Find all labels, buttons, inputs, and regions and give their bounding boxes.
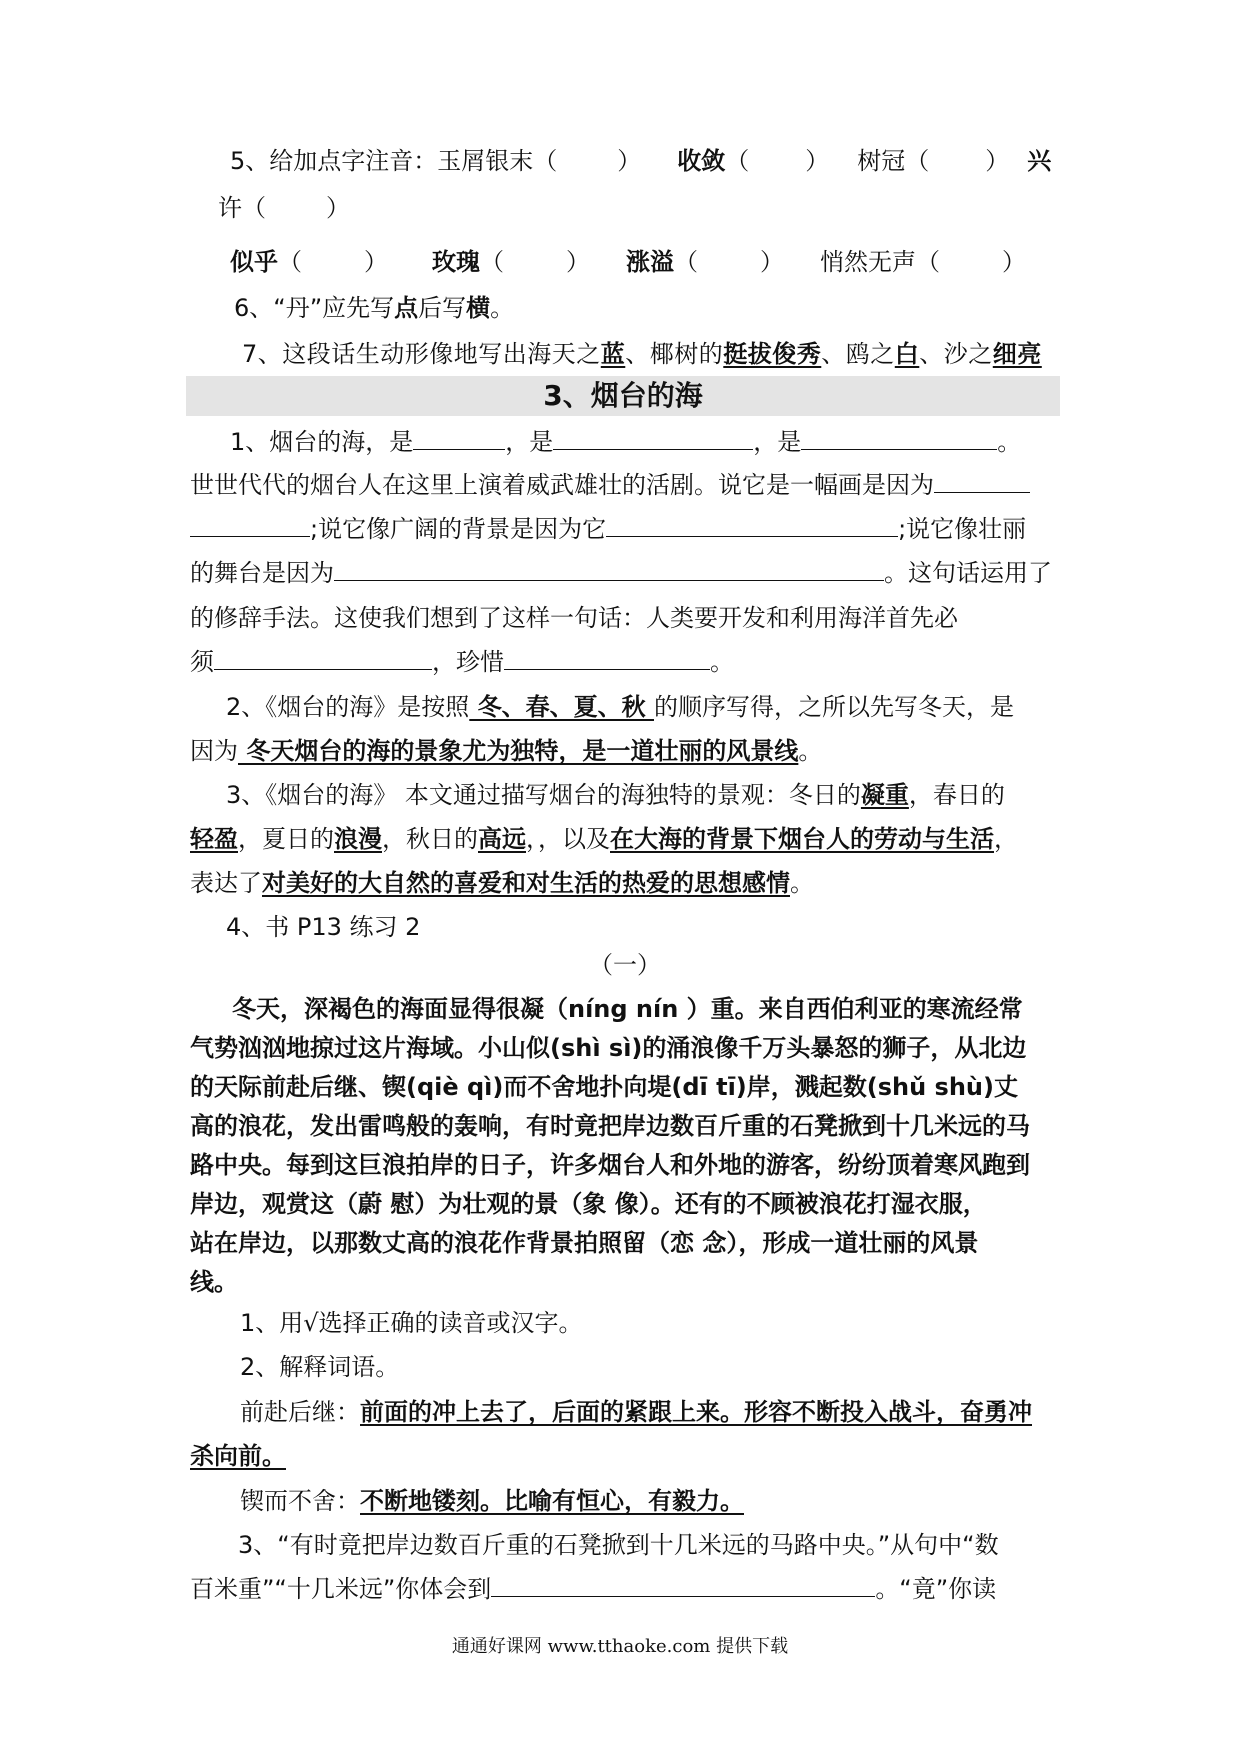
q5-word-5: 似乎 bbox=[230, 248, 278, 276]
s3-line-2: 轻盈，夏日的浪漫，秋日的高远，，以及在大海的背景下烟台人的劳动与生活， bbox=[190, 825, 1018, 853]
q7-answer-tall: 挺拔俊秀 bbox=[723, 340, 822, 368]
definition-1-line-1: 前赴后继：前面的冲上去了，后面的紧跟上来。形容不断投入战斗，奋勇冲 bbox=[240, 1398, 1032, 1426]
q5-word-3: 树冠 bbox=[857, 147, 906, 175]
q5-word-1: 玉屑银末 bbox=[437, 147, 534, 175]
q5-line-2: 许（ ） bbox=[218, 194, 350, 222]
page-footer: 通通好课网 www.tthaoke.com 提供下载 bbox=[451, 1636, 789, 1657]
definition-1-line-2: 杀向前。 bbox=[190, 1442, 286, 1470]
s1-line-5: 的修辞手法。这使我们想到了这样一句话：人类要开发和利用海洋首先必 bbox=[190, 604, 958, 632]
s2-line-1: 2、《烟台的海》是按照 冬、春、夏、秋 的顺序写得，之所以先写冬天，是 bbox=[226, 693, 1014, 721]
q7-answer-fine: 细亮 bbox=[992, 340, 1042, 368]
q5-prefix: 5、给加点字注音： bbox=[230, 147, 438, 175]
passage-line-2: 气势汹汹地掠过这片海域。小山似(shì sì)的涌浪像千万头暴怒的狮子，从北边 bbox=[190, 1034, 1027, 1062]
q6-answer-dot: 点 bbox=[394, 294, 419, 322]
s1-line-6: 须 ，珍惜 。 bbox=[190, 648, 734, 676]
q7-answer-blue: 蓝 bbox=[600, 340, 626, 368]
passage-line-1: 冬天，深褐色的海面显得很凝（níng nín ）重。来自西伯利亚的寒流经常 bbox=[232, 995, 1023, 1023]
s3-line-3: 表达了对美好的大自然的喜爱和对生活的热爱的思想感情。 bbox=[190, 869, 814, 897]
part-label: （一） bbox=[589, 951, 661, 979]
q6-answer-heng: 横 bbox=[466, 294, 491, 322]
passage-line-3: 的天际前赴后继、锲(qiè qì)而不舍地扑向堤(dī tī)岸，溅起数(shǔ shù)丈 bbox=[190, 1073, 1018, 1101]
exercise-2: 2、解释词语。 bbox=[240, 1353, 400, 1381]
exercise-3-line-2: 百米重”“十几米远”你体会到 。“竟”你读 bbox=[190, 1575, 997, 1603]
s1-line-3: ;说它像广阔的背景是因为它 ;说它像壮丽 bbox=[190, 512, 1060, 546]
s2-answer-reason: 冬天烟台的海的景象尤为独特，是一道壮丽的风景线 bbox=[238, 737, 799, 765]
s2-line-2: 因为 冬天烟台的海的景象尤为独特，是一道壮丽的风景线。 bbox=[190, 737, 823, 765]
definition-2-line: 锲而不舍：不断地镂刻。比喻有恒心，有毅力。 bbox=[240, 1487, 744, 1515]
s4-line: 4、书 P13 练习 2 bbox=[226, 913, 421, 941]
q5-word-2: 收敛 bbox=[677, 147, 726, 175]
q5-word-8: 悄然无声 bbox=[820, 248, 916, 276]
q5-word-7: 涨溢 bbox=[626, 248, 674, 276]
section-title: 3、烟台的海 bbox=[543, 379, 703, 412]
exercise-3-line-1: 3、“有时竟把岸边数百斤重的石凳掀到十几米远的马路中央。”从句中“数 bbox=[238, 1531, 999, 1559]
passage-line-6: 岸边，观赏这（蔚 慰）为壮观的景（象 像）。还有的不顾被浪花打湿衣服， bbox=[190, 1190, 987, 1218]
q5-word-4b: 许 bbox=[218, 194, 242, 222]
q5-word-4a: 兴 bbox=[1027, 147, 1052, 175]
q5-word-6: 玫瑰 bbox=[432, 248, 480, 276]
s1-line-1: 1、烟台的海，是 ，是 ，是 。 bbox=[230, 428, 1022, 456]
q5-line-1: 5、给加点字注音：玉屑银末（ ） 收敛（ ） 树冠（ ） 兴 bbox=[230, 147, 1052, 175]
q5-line-3: 似乎（ ） 玫瑰（ ） 涨溢（ ） 悄然无声（ ） bbox=[230, 248, 1026, 276]
s2-answer-order: 冬、春、夏、秋 bbox=[469, 693, 654, 721]
passage-line-7: 站在岸边，以那数丈高的浪花作背景拍照留（恋 念），形成一道壮丽的风景 bbox=[190, 1229, 979, 1257]
q6-line: 6、“丹”应先写点后写横。 bbox=[234, 294, 515, 322]
s1-line-4: 的舞台是因为 。这句话运用了 bbox=[190, 559, 1052, 587]
passage-line-5: 路中央。每到这巨浪拍岸的日子，许多烟台人和外地的游客，纷纷顶着寒风跑到 bbox=[190, 1151, 1030, 1179]
exercise-1: 1、用√选择正确的读音或汉字。 bbox=[240, 1309, 583, 1337]
s3-line-1: 3、《烟台的海》 本文通过描写烟台的海独特的景观：冬日的凝重，春日的 bbox=[226, 781, 1005, 809]
s1-line-2: 世世代代的烟台人在这里上演着威武雄壮的活剧。说它是一幅画是因为 bbox=[190, 468, 1060, 502]
passage-line-4: 高的浪花，发出雷鸣般的轰响，有时竟把岸边数百斤重的石凳掀到十几米远的马 bbox=[190, 1112, 1030, 1140]
passage-line-8: 线。 bbox=[190, 1268, 238, 1296]
q7-line: 7、这段话生动形像地写出海天之蓝、椰树的挺拔俊秀、鸥之白、沙之细亮 bbox=[242, 340, 1042, 368]
q7-answer-white: 白 bbox=[894, 340, 920, 368]
